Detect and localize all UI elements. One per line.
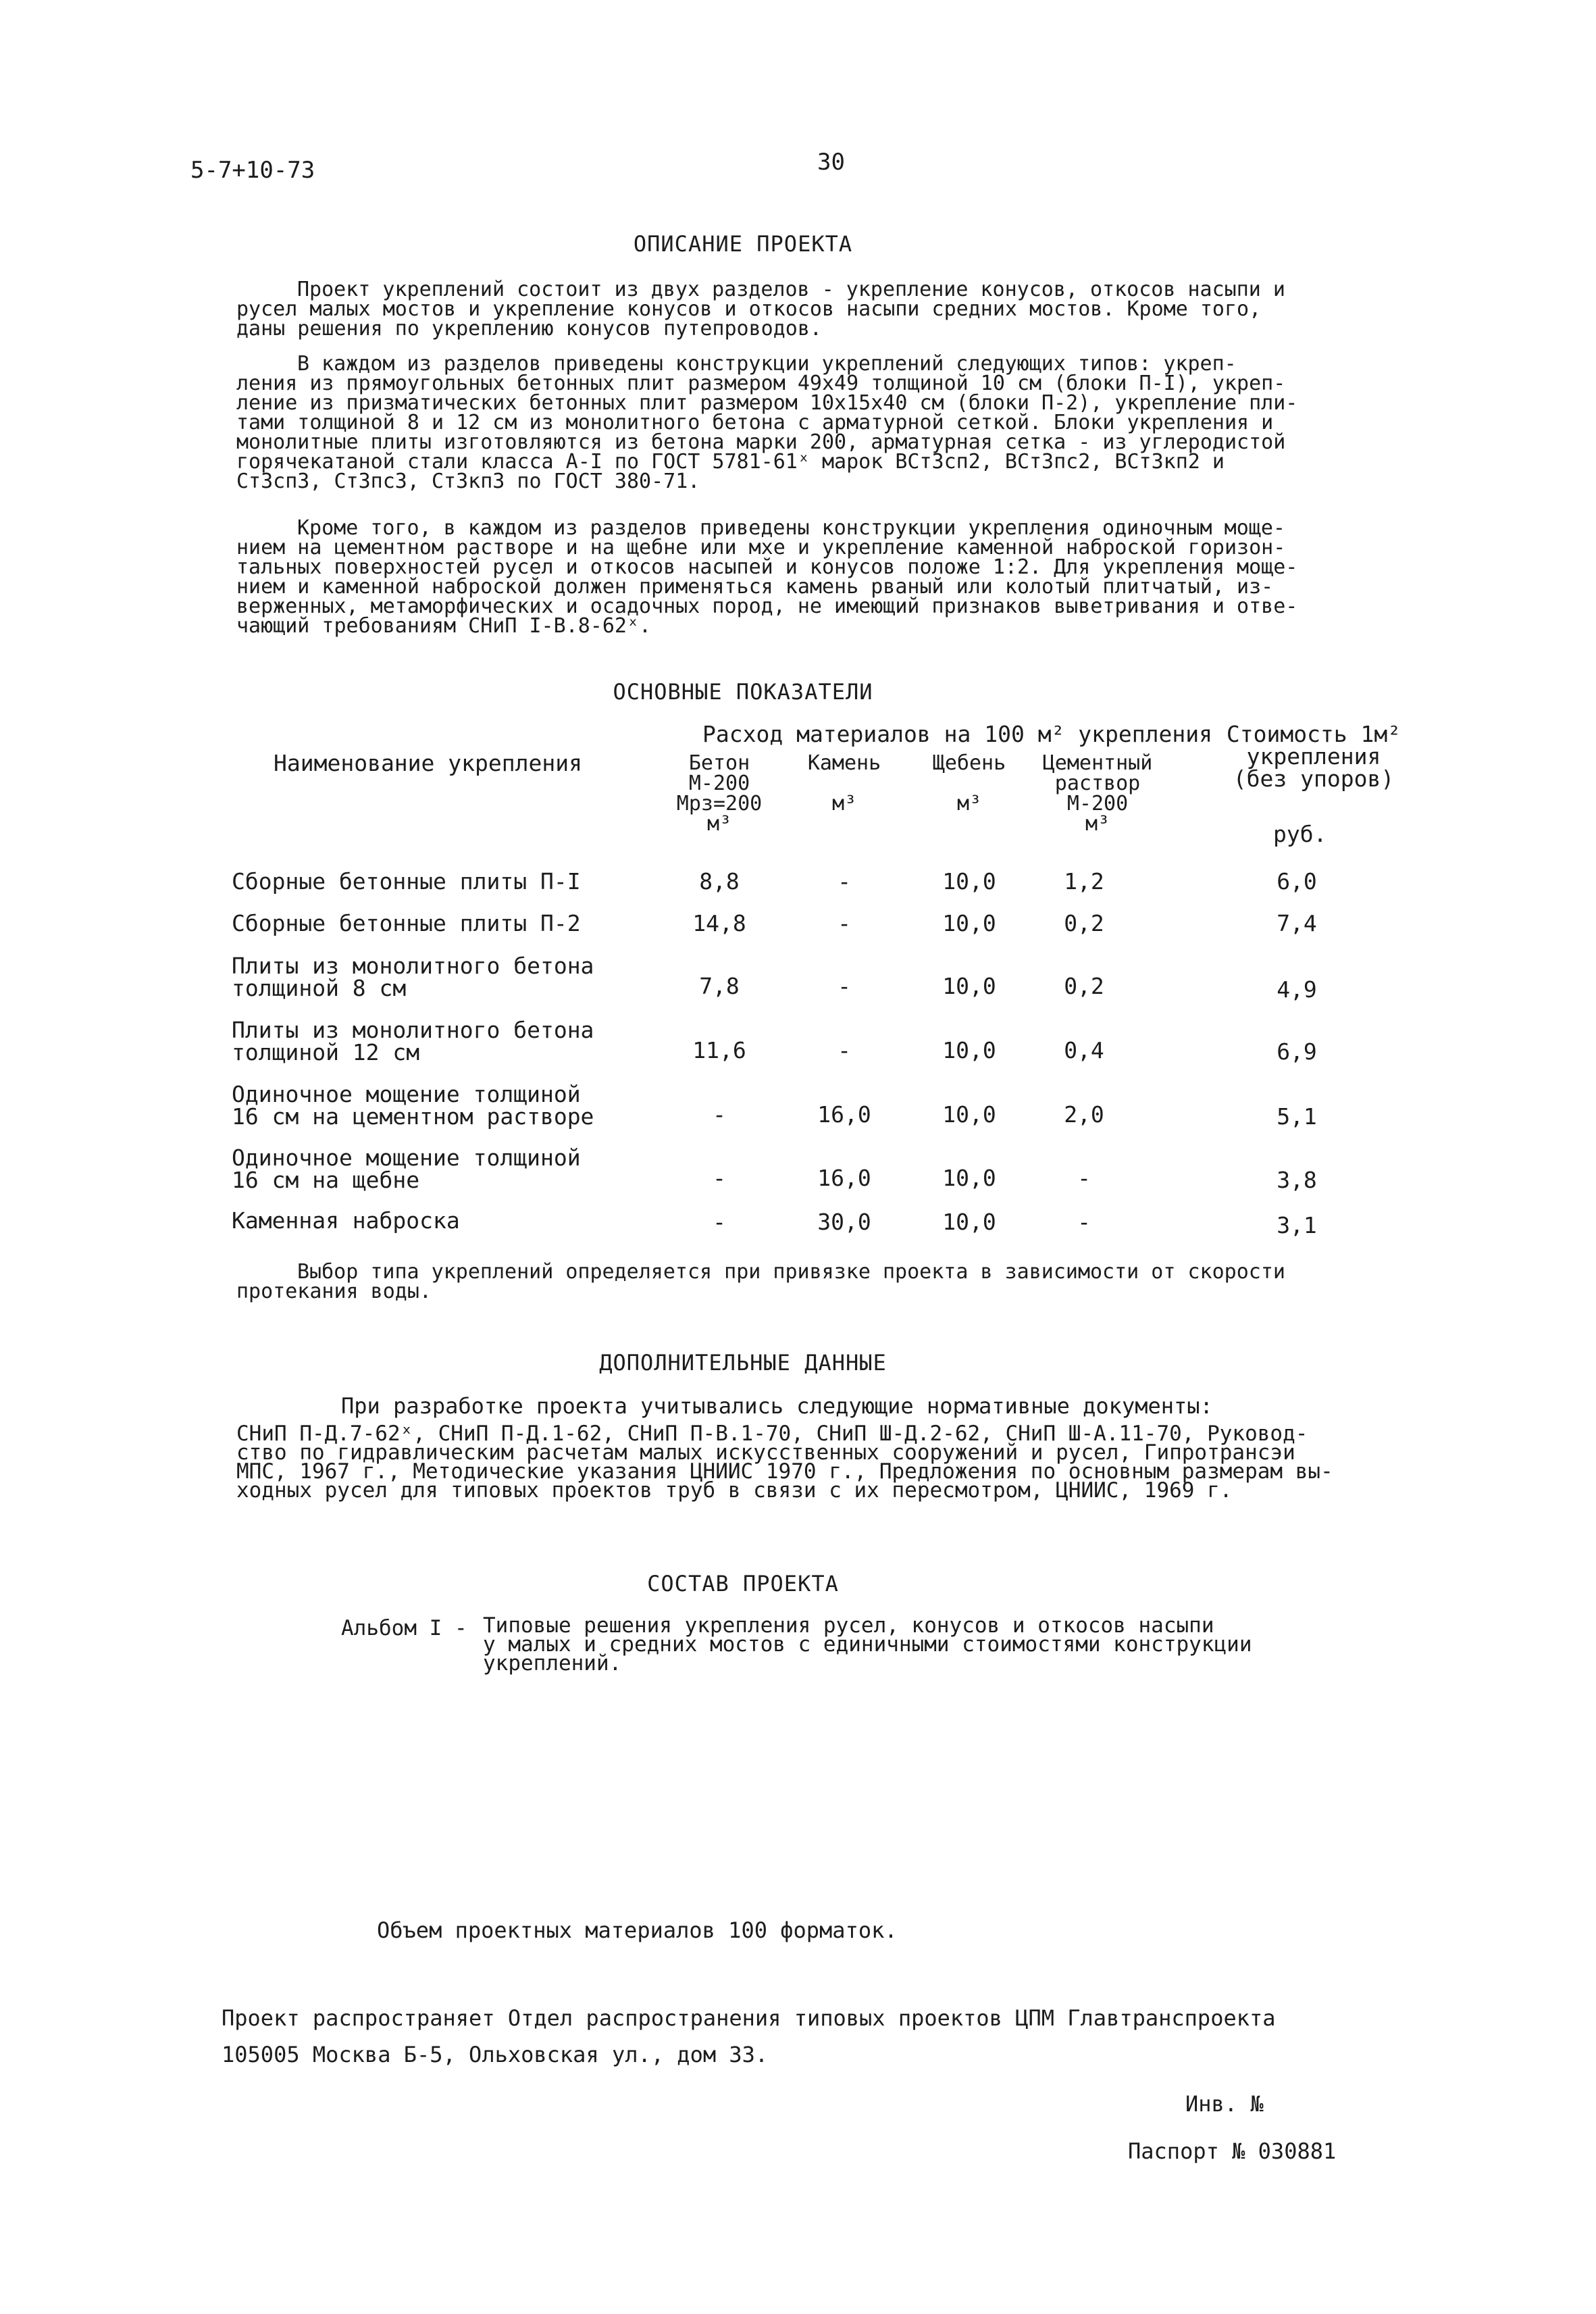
table-header-cost: Стоимость 1м² укрепления (без упоров) — [1226, 721, 1401, 792]
table-cell-gravel: 10,0 — [942, 1101, 996, 1128]
table-cell-cost: 5,1 — [1277, 1103, 1317, 1130]
table-row-name: Плиты из монолитного бетона толщиной 8 см — [232, 953, 594, 1001]
table-header-cost-unit: руб. — [1273, 821, 1327, 847]
table-row-name: Плиты из монолитного бетона толщиной 12 см — [232, 1017, 594, 1065]
paragraph-project-structure: Проект укреплений состоит из двух разделов - укрепление конусов, откосов насыпи и русел малых мостов и укрепление конусов и откосов насыпи средних мостов. Кроме того, даны решения по укреплению конусов путепроводов. — [236, 278, 1285, 341]
document-code: 5-7+10-73 — [190, 157, 315, 184]
page-number: 30 — [817, 149, 845, 176]
table-row-name: Сборные бетонные плиты П-I — [232, 868, 581, 895]
table-cell-gravel: 10,0 — [942, 1037, 996, 1063]
table-group-header: Расход материалов на 100 м² укрепления — [702, 721, 1212, 747]
table-cell-cost: 3,8 — [1277, 1167, 1317, 1193]
paragraph-normative-intro: При разработке проекта учитывались следующие нормативные документы: — [341, 1393, 1213, 1419]
table-cell-cost: 3,1 — [1277, 1212, 1317, 1238]
table-cell-concrete: 11,6 — [692, 1037, 746, 1063]
table-cell-concrete: - — [713, 1165, 726, 1191]
table-cell-stone: 16,0 — [817, 1101, 871, 1128]
section-title-description: ОПИСАНИЕ ПРОЕКТА — [633, 231, 853, 257]
table-cell-cost: 6,0 — [1277, 868, 1317, 895]
table-cell-cost: 4,9 — [1277, 976, 1317, 1003]
table-cell-gravel: 10,0 — [942, 1209, 996, 1235]
section-title-additional: ДОПОЛНИТЕЛЬНЫЕ ДАННЫЕ — [599, 1350, 887, 1376]
table-header-stone: Камень м³ — [807, 751, 881, 815]
table-cell-cost: 7,4 — [1277, 910, 1317, 936]
table-cell-concrete: - — [713, 1209, 726, 1235]
table-cell-stone: - — [838, 910, 851, 936]
table-row-name: Одиночное мощение толщиной 16 см на цементном растворе — [232, 1081, 594, 1130]
table-cell-stone: 30,0 — [817, 1209, 871, 1235]
table-row-name: Одиночное мощение толщиной 16 см на щебне — [232, 1145, 581, 1193]
table-cell-stone: - — [838, 973, 851, 999]
album-label: Альбом I - — [341, 1616, 467, 1640]
table-cell-concrete: 7,8 — [699, 973, 740, 999]
table-header-name: Наименование укрепления — [274, 750, 582, 776]
inventory-number: Инв. № — [1185, 2091, 1264, 2117]
table-row-name: Каменная наброска — [232, 1207, 460, 1234]
table-cell-stone: - — [838, 868, 851, 895]
table-cell-mortar: 0,2 — [1064, 910, 1104, 936]
table-header-concrete: Бетон М-200 Мрз=200 м³ — [676, 751, 763, 836]
table-cell-mortar: 2,0 — [1064, 1101, 1104, 1128]
table-cell-concrete: 8,8 — [699, 868, 740, 895]
table-cell-stone: - — [838, 1037, 851, 1063]
table-cell-gravel: 10,0 — [942, 910, 996, 936]
table-cell-stone: 16,0 — [817, 1165, 871, 1191]
table-cell-mortar: 0,2 — [1064, 973, 1104, 999]
paragraph-normative-documents: СНиП П-Д.7-62ˣ, СНиП П-Д.1-62, СНиП П-В.1-70, СНиП Ш-Д.2-62, СНиП Ш-А.11-70, Руковод- ство по гидравлическим расчетам малых искусственных сооружений и русел, Гипротрансэи МПС, 1967 г., Методические указания ЦНИИС 1970 г., Предложения по основным размерам вы- ходных русел для типовых проектов труб в связи с их пересмотром, ЦНИИС, 1969 г. — [236, 1422, 1333, 1503]
passport-number: Паспорт № 030881 — [1128, 2138, 1337, 2164]
table-cell-gravel: 10,0 — [942, 868, 996, 895]
paragraph-type-selection-note: Выбор типа укреплений определяется при привязке проекта в зависимости от скорости протекания воды. — [236, 1260, 1285, 1303]
table-cell-mortar: - — [1077, 1209, 1091, 1235]
table-header-mortar: Цементный раствор М-200 м³ — [1042, 751, 1153, 836]
table-cell-concrete: - — [713, 1101, 726, 1128]
paragraph-paving-types: Кроме того, в каждом из разделов приведены конструкции укрепления одиночным моще- нием на цементном растворе и на щебне или мхе и укрепление каменной наброской горизон- тальных поверхностей русел и откосов насыпей и конусов положе 1:2. Для укрепления моще- нием и каменной наброской должен применяться камень рваный или колотый плитчатый, из- верженных, метаморфических и осадочных пород, не имеющий признаков выветривания и отве- чающий требованиям СНиП I-В.8-62ˣ. — [236, 516, 1298, 638]
distributor-line: Проект распространяет Отдел распространения типовых проектов ЦПМ Главтранспроекта — [222, 2005, 1276, 2031]
section-title-composition: СОСТАВ ПРОЕКТА — [647, 1571, 839, 1596]
table-cell-gravel: 10,0 — [942, 1165, 996, 1191]
album-description: Типовые решения укрепления русел, конусов и откосов насыпи у малых и средних мостов с единичными стоимостями конструкции укреплений. — [483, 1613, 1252, 1676]
table-cell-mortar: - — [1077, 1165, 1091, 1191]
table-cell-mortar: 0,4 — [1064, 1037, 1104, 1063]
table-row-name: Сборные бетонные плиты П-2 — [232, 910, 581, 936]
volume-of-materials: Объем проектных материалов 100 форматок. — [377, 1917, 898, 1943]
table-cell-mortar: 1,2 — [1064, 868, 1104, 895]
distributor-address: 105005 Москва Б-5, Ольховская ул., дом 33. — [222, 2042, 769, 2067]
section-title-indicators: ОСНОВНЫЕ ПОКАЗАТЕЛИ — [613, 679, 873, 705]
table-header-gravel: Щебень м³ — [932, 751, 1006, 815]
table-cell-gravel: 10,0 — [942, 973, 996, 999]
paragraph-construction-types: В каждом из разделов приведены конструкции укреплений следующих типов: укреп- ления из прямоугольных бетонных плит размером 49x49 толщиной 10 см (блоки П-I), укреп- ление из призматических бетонных плит размером 10x15x40 см (блоки П-2), укрепление пли- тами толщиной 8 и 12 см из монолитного бетона с арматурной сеткой. Блоки укрепления и монолитные плиты изготовляются из бетона марки 200, арматурная сетка - из углеродистой горячекатаной стали класса А-I по ГОСТ 5781-61ˣ марок ВСт3сп2, ВСт3пс2, ВСт3кп2 и Ст3сп3, Ст3пс3, Ст3кп3 по ГОСТ 380-71. — [236, 352, 1298, 493]
table-cell-concrete: 14,8 — [692, 910, 746, 936]
table-cell-cost: 6,9 — [1277, 1038, 1317, 1065]
